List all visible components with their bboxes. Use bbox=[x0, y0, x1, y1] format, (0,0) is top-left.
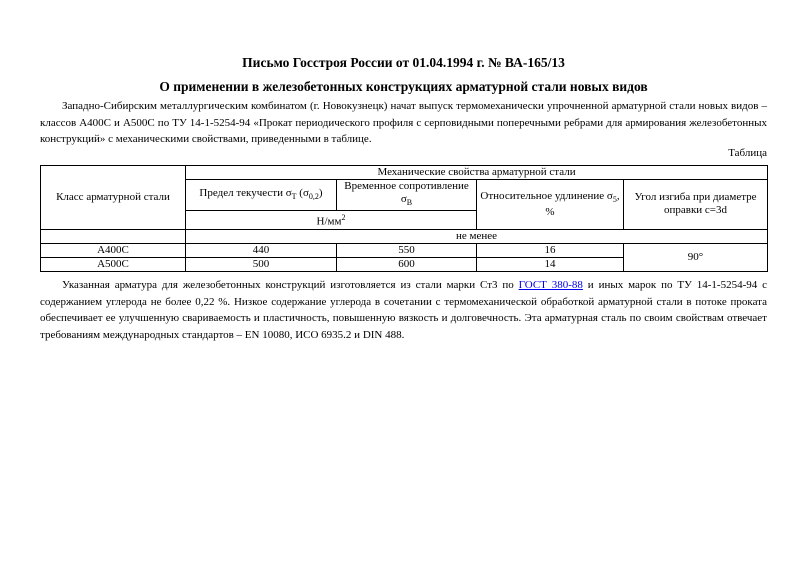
units-sup: 2 bbox=[341, 213, 346, 222]
yield-header-sub: Т bbox=[291, 192, 297, 202]
units-cell bbox=[186, 211, 477, 230]
min-note-cell: не менее bbox=[186, 229, 768, 243]
elongation-header-sub: 5 bbox=[612, 194, 617, 204]
tensile-cell: 600 bbox=[337, 257, 477, 271]
class-cell: А500С bbox=[41, 257, 186, 271]
class-header-cell: Класс арматурной стали bbox=[41, 166, 186, 230]
elongation-cell: 16 bbox=[477, 243, 624, 257]
yield-header-prefix: Предел текучести σ bbox=[199, 186, 292, 199]
tensile-header-text: Временное сопротивление bbox=[344, 180, 469, 193]
elongation-header-suffix: , % bbox=[545, 189, 620, 218]
tensile-header-symbol: σ bbox=[400, 193, 407, 206]
group-header-cell: Механические свойства арматурной стали bbox=[186, 166, 768, 180]
yield-header-suffix: ) bbox=[318, 186, 323, 199]
document-subtitle: О применении в железобетонных конструкциях арматурной стали новых видов bbox=[159, 79, 648, 94]
bend-header-cell: Угол изгиба при диаметре оправки с=3d bbox=[624, 180, 768, 230]
elongation-header-prefix: Относительное удлинение σ bbox=[480, 189, 613, 202]
body-text-before-link: Указанная арматура для железобетонных конструкций изготовляется из стали марки Ст3 по bbox=[62, 279, 519, 291]
table-header-row bbox=[41, 166, 768, 180]
elongation-cell: 14 bbox=[477, 257, 624, 271]
bend-value-cell: 90° bbox=[624, 243, 768, 271]
table-row bbox=[41, 243, 768, 257]
elongation-header-cell bbox=[477, 180, 624, 230]
tensile-header-cell bbox=[337, 180, 477, 211]
yield-cell: 500 bbox=[186, 257, 337, 271]
empty-cell bbox=[41, 229, 186, 243]
yield-header-mid: (σ bbox=[296, 186, 309, 199]
yield-cell: 440 bbox=[186, 243, 337, 257]
yield-header-cell bbox=[186, 180, 337, 211]
units-base: Н/мм bbox=[316, 215, 342, 228]
class-cell: А400С bbox=[41, 243, 186, 257]
yield-header-sub2: 0,2 bbox=[308, 192, 319, 202]
gost-link[interactable]: ГОСТ 380-88 bbox=[518, 279, 583, 291]
min-note-row bbox=[41, 229, 768, 243]
properties-table bbox=[40, 165, 768, 272]
body-text-after-link: и иных марок по ТУ 14-1-5254-94 с содержанием углерода не более 0,22 %. Низкое содержание углерода в сочетании с термомеханической обработкой арматурной стали в потоке проката обеспечивает ее улучшенную свариваемость и пластичность, повышенную вязкость и долговечность. Эта арматурная сталь по своим свойствам отвечает требованиям международных стандартов – EN 10080, ИСО 6935.2 и DIN 488. bbox=[40, 279, 767, 341]
intro-paragraph: Западно-Сибирским металлургическим комбинатом (г. Новокузнецк) начат выпуск термомеханически упрочненной арматурной стали новых видов – классов А400С и А500С по ТУ 14-1-5254-94 «Прокат периодического профиля с серповидными поперечными ребрами для армирования железобетонных конструкций» с механическими свойствами, приведенными в таблице. bbox=[40, 100, 767, 145]
table-caption: Таблица bbox=[728, 147, 767, 159]
tensile-cell: 550 bbox=[337, 243, 477, 257]
document-title: Письмо Госстроя России от 01.04.1994 г. № ВА-165/13 bbox=[242, 55, 565, 70]
body-paragraph bbox=[40, 277, 767, 343]
tensile-header-sub: В bbox=[406, 198, 413, 208]
